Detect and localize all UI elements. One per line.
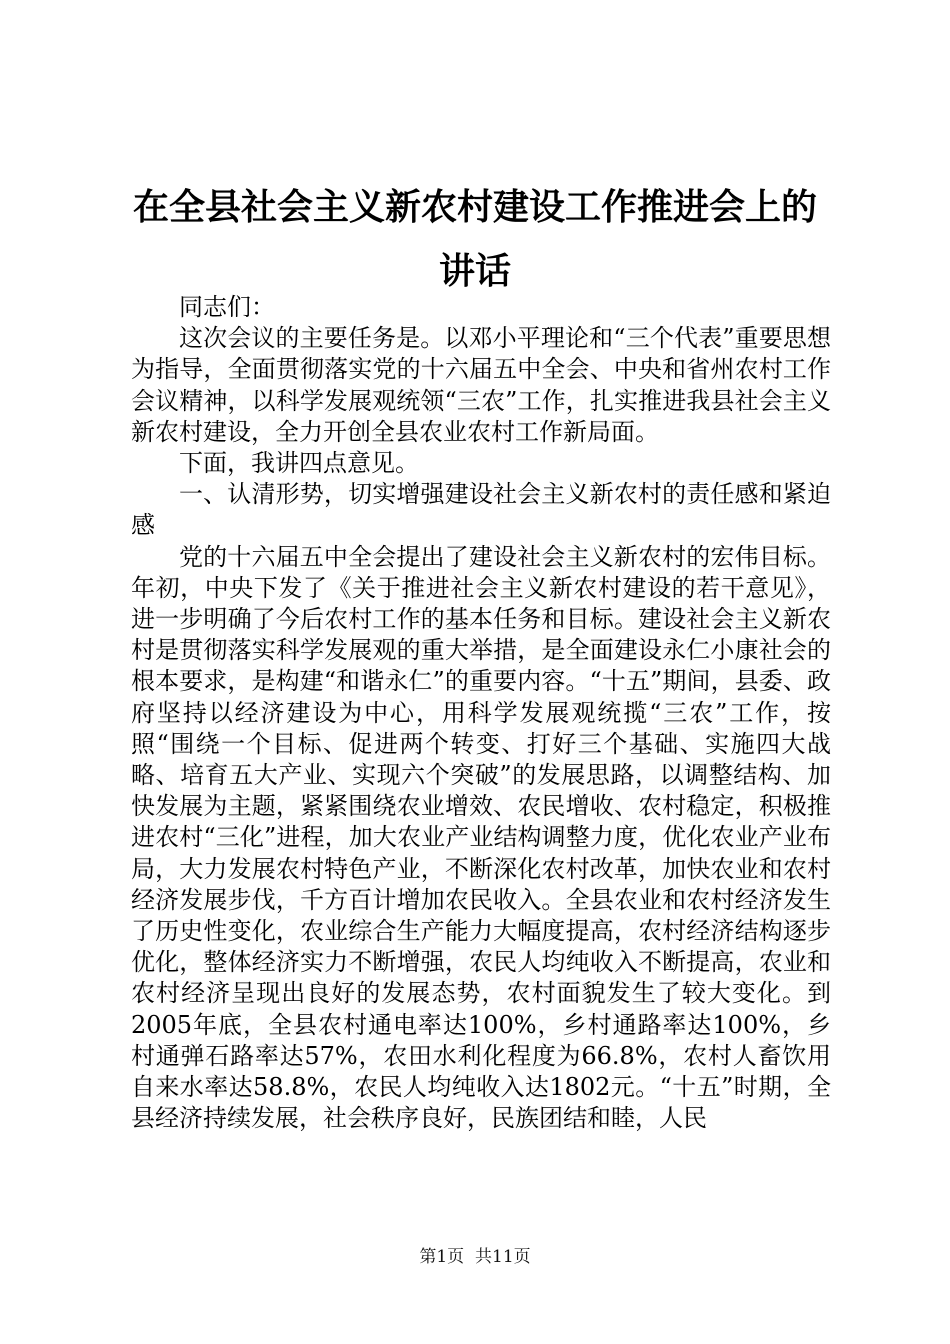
page-footer bbox=[0, 1242, 950, 1267]
paragraph-intro: 这次会议的主要任务是。以邓小平理论和“三个代表”重要思想为指导，全面贯彻落实党的十六届五中全会、中央和省州农村工作会议精神，以科学发展观统领“三农”工作，扎实推进我县社会主义新农村建设，全力开创全县农业农村工作新局面。 bbox=[131, 324, 831, 446]
paragraph-section-1: 党的十六届五中全会提出了建设社会主义新农村的宏伟目标。年初，中央下发了《关于推进社会主义新农村建设的若干意见》，进一步明确了今后农村工作的基本任务和目标。建设社会主义新农村是贯彻落实科学发展观的重大举措，是全面建设永仁小康社会的根本要求，是构建“和谐永仁”的重要内容。“十五”期间，县委、政府坚持以经济建设为中心，用科学发展观统揽“三农”工作，按照“围绕一个目标、促进两个转变、打好三个基础、实施四大战略、培育五大产业、实现六个突破”的发展思路，以调整结构、加快发展为主题，紧紧围绕农业增效、农民增收、农村稳定，积极推进农村“三化”进程，加大农业产业结构调整力度，优化农业产业布局，大力发展农村特色产业，不断深化农村改革，加快农业和农村经济发展步伐，千方百计增加农民收入。全县农业和农村经济发生了历史性变化，农业综合生产能力大幅度提高，农村经济结构逐步优化，整体经济实力不断增强，农民人均纯收入不断提高，农业和农村经济呈现出良好的发展态势，农村面貌发生了较大变化。到2005年底，全县农村通电率达100%，乡村通路率达100%，乡村通弹石路率达57%，农田水利化程度为66.8%，农村人畜饮用自来水率达58.8%，农民人均纯收入达1802元。“十五”时期，全县经济持续发展，社会秩序良好，民族团结和睦，人民 bbox=[131, 542, 831, 1133]
paragraph-outline: 下面，我讲四点意见。 bbox=[179, 449, 419, 478]
salutation: 同志们： bbox=[179, 293, 275, 321]
page-number: 第1页 bbox=[419, 1247, 465, 1267]
document-body bbox=[131, 292, 831, 1134]
page-total: 共11页 bbox=[475, 1247, 531, 1267]
document-title: 在全县社会主义新农村建设工作推进会上的讲话 bbox=[132, 187, 817, 292]
section-heading-1: 一、认清形势，切实增强建设社会主义新农村的责任感和紧迫感 bbox=[131, 480, 831, 540]
